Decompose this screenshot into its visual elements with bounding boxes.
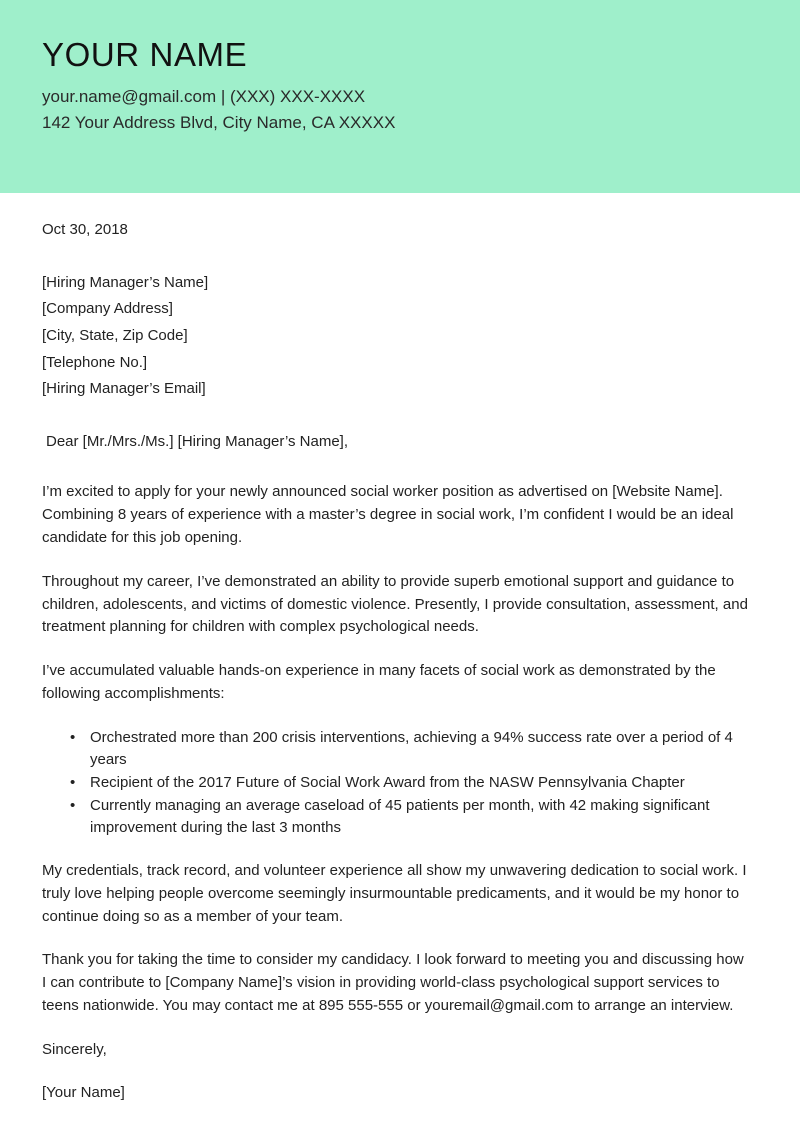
list-item-text: Orchestrated more than 200 crisis interventions, achieving a 94% success rate over a period of 4 years (90, 728, 733, 768)
letterhead-header (0, 0, 800, 193)
sign-off: Sincerely, (42, 1040, 107, 1058)
body-paragraph-3: I’ve accumulated valuable hands-on experience in many facets of social work as demonstrated by the following accomplishments: (42, 662, 716, 703)
contact-email-phone: your.name@gmail.com | (XXX) XXX-XXXX (42, 86, 366, 106)
list-item (42, 727, 752, 771)
body-paragraph-2: Throughout my career, I’ve demonstrated an ability to provide superb emotional support and guidance to children, adolescents, and victims of domestic violence. Presently, I provide consultation, assessment, and treatment planning for children with complex psychological needs. (42, 572, 748, 636)
list-item (42, 795, 752, 839)
applicant-name: YOUR NAME (42, 36, 248, 73)
body-paragraph-1: I’m excited to apply for your newly announced social worker position as advertised on [Website Name]. Combining 8 years of experience with a master’s degree in social work, I’m confident I would be an ideal candidate for this job opening. (42, 483, 734, 547)
list-item-text: Currently managing an average caseload of 45 patients per month, with 42 making significant improvement during the last 3 months (90, 796, 710, 836)
accomplishments-list (42, 727, 752, 839)
salutation: Dear [Mr./Mrs./Ms.] [Hiring Manager’s Name], (46, 432, 349, 450)
closing-paragraph-2: Thank you for taking the time to consider my candidacy. I look forward to meeting you and discussing how I can contribute to [Company Name]’s vision in providing world-class psychological support services to teens nationwide. You may contact me at 895 555-555 or youremail@gmail.com to arrange an interview. (42, 951, 744, 1015)
letter-date: Oct 30, 2018 (42, 221, 128, 238)
bullet-icon: • (70, 728, 76, 746)
bullet-icon: • (70, 773, 76, 791)
list-item-text: Recipient of the 2017 Future of Social Work Award from the NASW Pennsylvania Chapter (90, 773, 685, 791)
recipient-line: [City, State, Zip Code] (42, 326, 188, 344)
recipient-line: [Hiring Manager’s Email] (42, 380, 206, 398)
contact-address: 142 Your Address Blvd, City Name, CA XXXXX (42, 112, 396, 132)
closing-paragraph-1: My credentials, track record, and volunteer experience all show my unwavering dedication to social work. I truly love helping people overcome seemingly insurmountable predicaments, and it would be my honor to continue doing so as a member of your team. (42, 862, 747, 925)
recipient-line: [Hiring Manager’s Name] (42, 273, 209, 291)
letterhead-content (0, 36, 800, 136)
signature-name: [Your Name] (42, 1084, 125, 1102)
bullet-icon: • (70, 796, 76, 814)
recipient-address-block (42, 270, 752, 403)
letter-body (0, 193, 800, 1105)
recipient-line: [Telephone No.] (42, 353, 148, 371)
recipient-line: [Company Address] (42, 300, 173, 318)
list-item (42, 772, 752, 794)
